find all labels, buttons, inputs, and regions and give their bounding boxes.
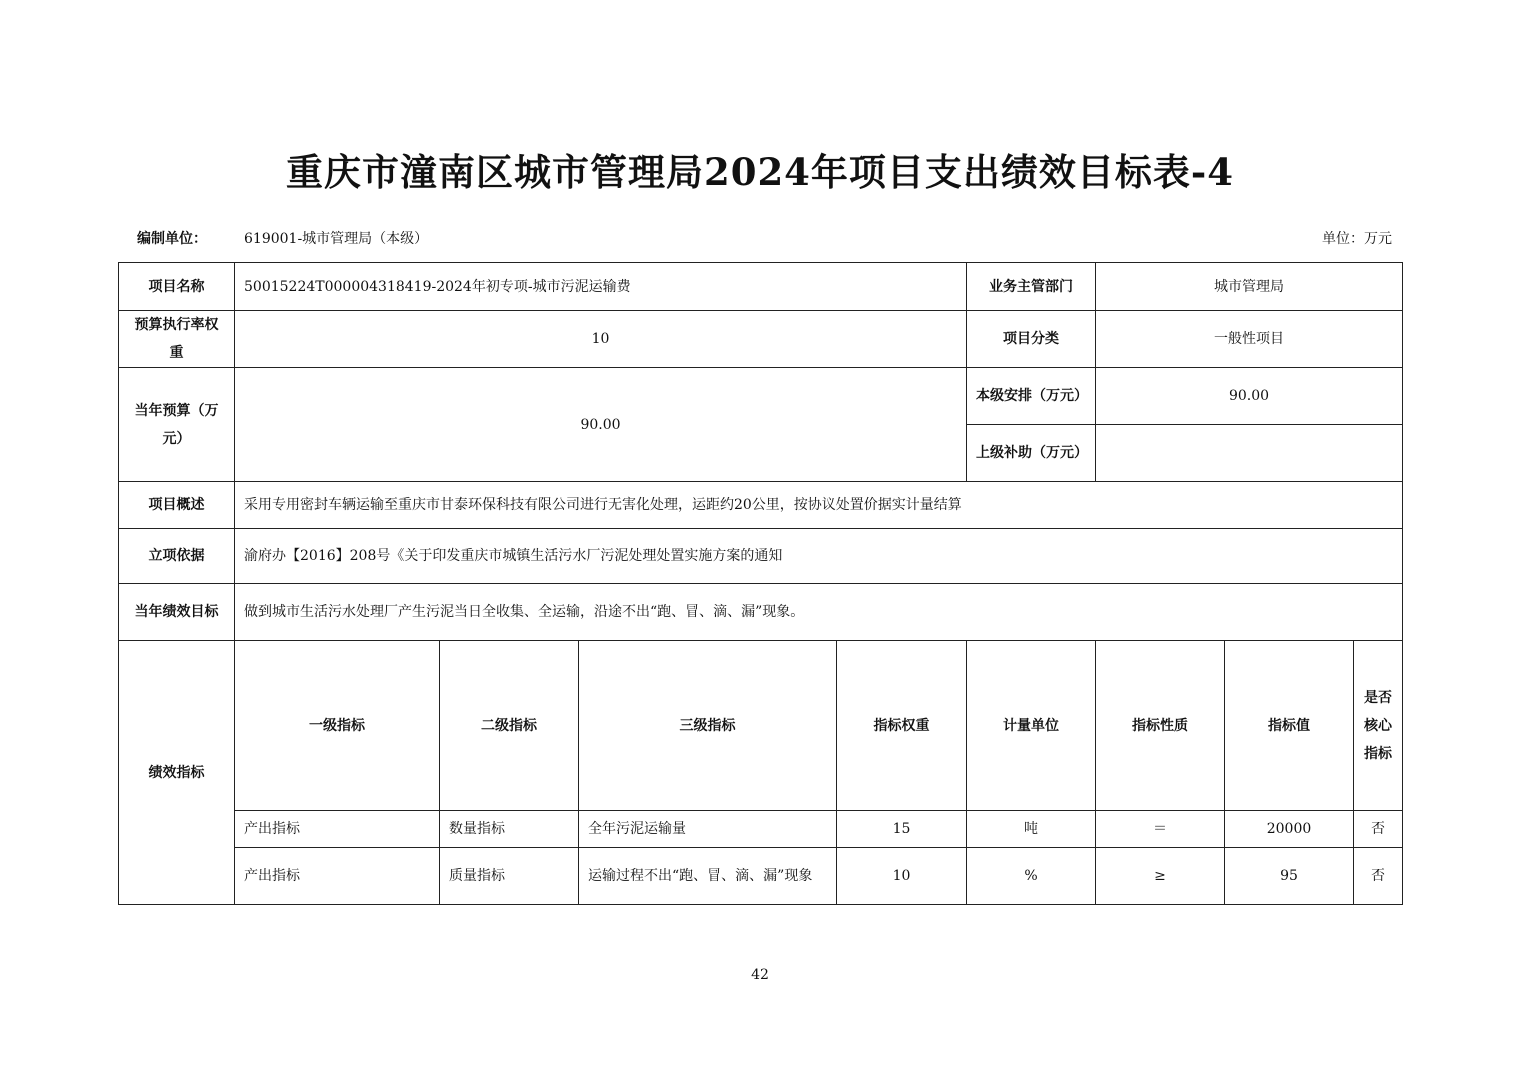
overview-value: 采用专用密封车辆运输至重庆市甘泰环保科技有限公司进行无害化处理，运距约20公里，按协议处置价据实计量结算 [235, 482, 1403, 529]
page-number: 42 [751, 967, 769, 983]
cell-level1: 产出指标 [235, 811, 440, 848]
subsidy-label: 上级补助（万元） [967, 425, 1096, 482]
exec-rate-label: 预算执行率权重 [119, 311, 235, 368]
cell-weight: 15 [837, 811, 967, 848]
cell-nature: ≥ [1096, 848, 1225, 905]
local-value: 90.00 [1096, 368, 1403, 425]
local-label: 本级安排（万元） [967, 368, 1096, 425]
header-level3: 三级指标 [579, 641, 837, 811]
header-value: 指标值 [1225, 641, 1354, 811]
project-name-value: 50015224T000004318419-2024年初专项-城市污泥运输费 [235, 263, 967, 311]
overview-label: 项目概述 [119, 482, 235, 529]
cell-level1: 产出指标 [235, 848, 440, 905]
goal-value: 做到城市生活污水处理厂产生污泥当日全收集、全运输，沿途不出“跑、冒、滴、漏”现象。 [235, 584, 1403, 641]
org-value: 619001-城市管理局（本级） [244, 231, 429, 247]
basis-value: 渝府办【2016】208号《关于印发重庆市城镇生活污水厂污泥处理处置实施方案的通知 [235, 529, 1403, 584]
header-core: 是否核心指标 [1354, 641, 1403, 811]
header-level2: 二级指标 [440, 641, 579, 811]
page-title: 重庆市潼南区城市管理局2024年项目支出绩效目标表-4 [285, 150, 1235, 194]
cell-unit: % [967, 848, 1096, 905]
cell-value: 95 [1225, 848, 1354, 905]
header-weight: 指标权重 [837, 641, 967, 811]
cell-unit: 吨 [967, 811, 1096, 848]
exec-rate-value: 10 [235, 311, 967, 368]
cell-level3: 全年污泥运输量 [579, 811, 837, 848]
unit-label: 单位：万元 [1322, 231, 1392, 247]
category-value: 一般性项目 [1096, 311, 1403, 368]
performance-table [118, 262, 1403, 905]
cell-level3: 运输过程不出“跑、冒、滴、漏”现象 [579, 848, 837, 905]
category-label: 项目分类 [967, 311, 1096, 368]
cell-core: 否 [1354, 848, 1403, 905]
budget-label: 当年预算（万元） [119, 368, 235, 482]
dept-value: 城市管理局 [1096, 263, 1403, 311]
table-row [119, 848, 1403, 905]
org-label: 编制单位： [137, 231, 207, 247]
cell-nature: ＝ [1096, 811, 1225, 848]
cell-weight: 10 [837, 848, 967, 905]
perf-label: 绩效指标 [119, 641, 235, 905]
header-nature: 指标性质 [1096, 641, 1225, 811]
dept-label: 业务主管部门 [967, 263, 1096, 311]
header-level1: 一级指标 [235, 641, 440, 811]
cell-level2: 质量指标 [440, 848, 579, 905]
project-name-label: 项目名称 [119, 263, 235, 311]
basis-label: 立项依据 [119, 529, 235, 584]
table-row [119, 811, 1403, 848]
cell-level2: 数量指标 [440, 811, 579, 848]
cell-value: 20000 [1225, 811, 1354, 848]
cell-core: 否 [1354, 811, 1403, 848]
header-unit: 计量单位 [967, 641, 1096, 811]
subsidy-value [1096, 425, 1403, 482]
goal-label: 当年绩效目标 [119, 584, 235, 641]
budget-value: 90.00 [235, 368, 967, 482]
